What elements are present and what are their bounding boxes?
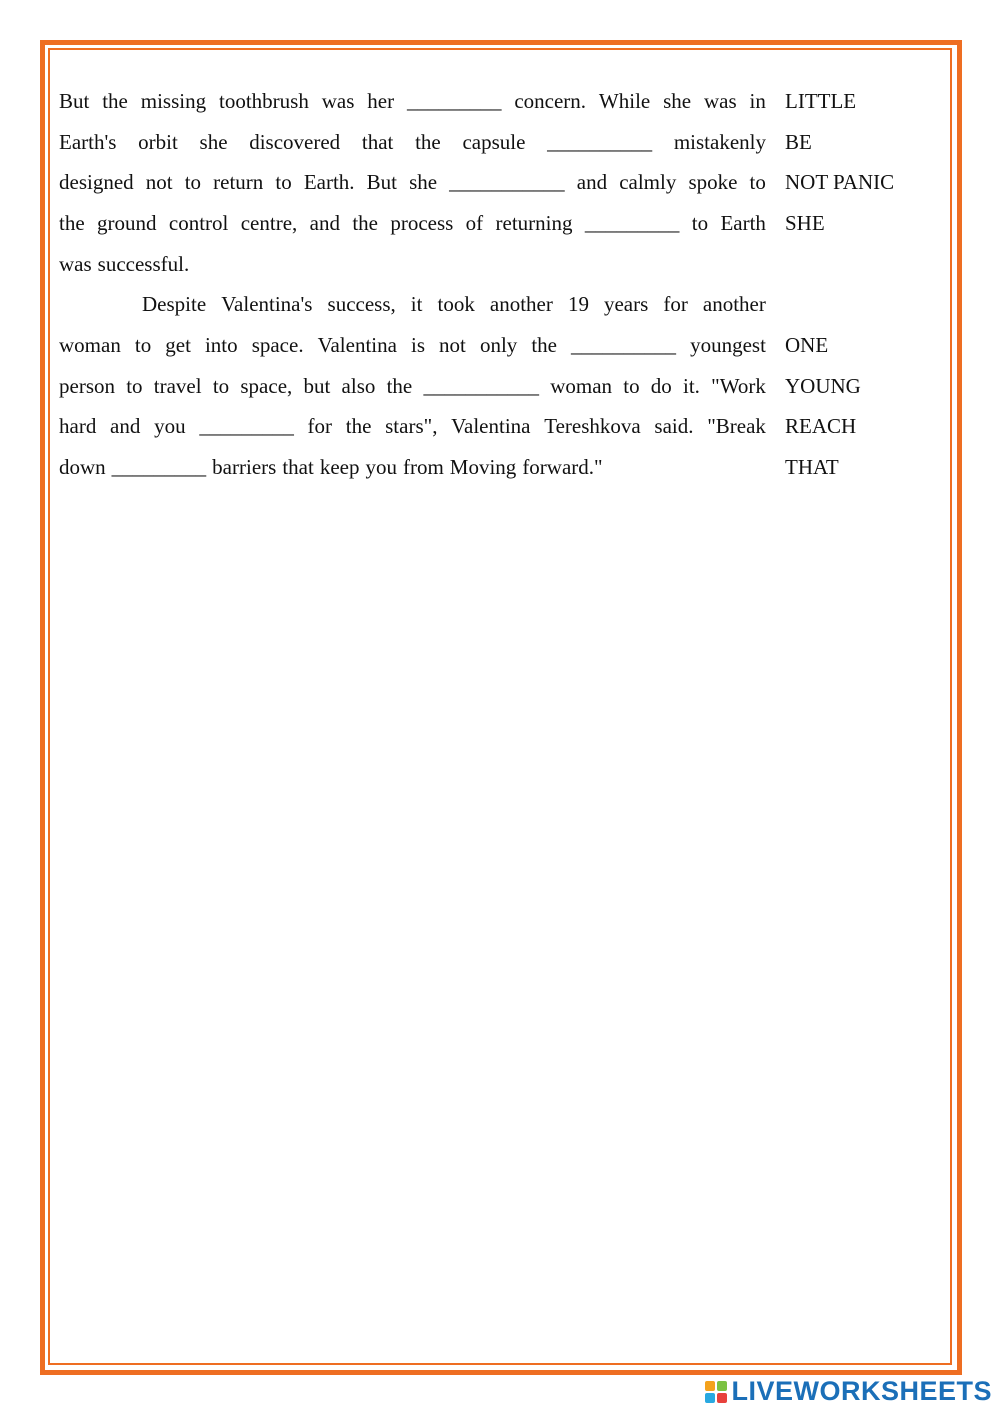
word: return [213,170,264,195]
word-cue: NOT PANIC [785,170,895,195]
word: youngest [690,332,766,357]
sentence-line [59,130,766,155]
word: you [154,414,186,439]
logo-tile [705,1381,715,1391]
word: forward." [522,455,603,480]
word: the [59,210,85,235]
word: success, [327,292,396,317]
word: the [102,88,128,113]
word: it [410,292,423,317]
sentence-line [59,292,766,317]
word: process [390,210,454,235]
word: not [439,332,466,357]
sentence-line [59,374,766,399]
logo-tile [717,1381,727,1391]
word: and [576,170,608,195]
word: returning [495,210,573,235]
word: also [341,373,376,398]
word: to [134,332,152,357]
word: the [531,332,557,357]
word: woman [550,373,613,398]
liveworksheets-logo-icon [705,1381,727,1403]
word: only [479,332,518,357]
word-cue: BE [785,129,812,154]
word: for [307,414,333,439]
word: discovered [249,129,341,154]
word: _________ [584,210,680,235]
word-cue: YOUNG [785,373,861,398]
word: said. [654,414,694,439]
word-cue: THAT [785,455,839,480]
word: another [489,292,553,317]
word: mistakenly [673,129,766,154]
word: "Break [707,414,766,439]
word-cue: REACH [785,414,857,439]
word: __________ [547,129,653,154]
word: space, [240,373,293,398]
word: concern. [514,88,587,113]
logo-tile [717,1393,727,1403]
sentence-line [59,252,766,277]
word: Tereshkova [544,414,641,439]
word: ___________ [449,170,565,195]
word: to [184,170,202,195]
word: _________ [199,414,294,439]
word: to [126,373,143,398]
text-row [59,325,929,366]
word: took [437,292,475,317]
text-row [59,203,929,244]
word: to [623,373,640,398]
logo-tile [705,1393,715,1403]
word: from [402,455,444,480]
word: Moving [449,455,517,480]
word: the [352,210,378,235]
word: missing [140,88,207,113]
worksheet-text [59,81,929,488]
word: Earth [720,210,766,235]
word: space. [251,332,304,357]
word: stars", [385,414,438,439]
word: to [691,210,709,235]
word: to [275,170,292,195]
word: you [365,455,397,480]
word: 19 [567,292,589,317]
word: not [145,170,173,195]
word: she [663,88,692,113]
word-cue: ONE [785,332,829,357]
word: But [59,88,90,113]
logo-text: LIVEWORKSHEETS [731,1376,992,1406]
word: __________ [571,332,677,357]
word: woman [59,332,121,357]
text-row [59,366,929,407]
word: ground [97,210,157,235]
word: centre, [240,210,298,235]
word: her [367,88,395,113]
sentence-line [59,211,766,236]
sentence-line [59,414,766,439]
word: barriers [212,455,277,480]
liveworksheets-logo [705,1376,992,1407]
word: Earth's [59,129,117,154]
text-row [59,407,929,448]
word: she [199,129,228,154]
word: the [415,129,441,154]
word: But [366,170,397,195]
word: is [410,332,425,357]
word: it. [683,373,700,398]
word: of [465,210,484,235]
word: for [663,292,688,317]
word: Despite [142,292,207,317]
word: was [59,251,92,276]
word: "Work [711,373,766,398]
text-row [59,122,929,163]
word: do [650,373,672,398]
word: keep [319,455,360,480]
word: designed [59,170,134,195]
text-row [59,284,929,325]
word: was [321,88,355,113]
word: While [598,88,651,113]
word: successful. [97,251,190,276]
word: control [168,210,229,235]
word: another [702,292,766,317]
word: ___________ [423,373,539,398]
word: Valentina [451,414,531,439]
word: into [204,332,238,357]
word: Valentina's [221,292,313,317]
word: down [59,455,106,480]
word: capsule [462,129,526,154]
word: toothbrush [218,88,309,113]
text-row [59,81,929,122]
word: and [110,414,141,439]
text-row [59,244,929,285]
word: was [703,88,737,113]
word: _________ [111,455,207,480]
word-cue: SHE [785,210,825,235]
sentence-line [59,333,766,358]
word: years [603,292,649,317]
word: _________ [406,88,502,113]
sentence-line [59,455,766,480]
sentence-line [59,89,766,114]
word: but [303,373,331,398]
word: travel [153,373,202,398]
word: in [749,88,766,113]
word: person [59,373,115,398]
word: the [345,414,372,439]
word: the [386,373,413,398]
word: to [212,373,230,398]
word-cue: LITTLE [785,88,857,113]
word: that [282,455,314,480]
word: she [409,170,438,195]
sentence-line [59,170,766,195]
word: orbit [138,129,178,154]
word: Valentina [317,332,397,357]
text-row [59,162,929,203]
word: get [165,332,191,357]
text-row [59,447,929,488]
word: hard [59,414,97,439]
word: spoke [688,170,738,195]
word: to [749,170,766,195]
word: and [309,210,340,235]
word: Earth. [303,170,355,195]
word: that [361,129,394,154]
word: calmly [619,170,677,195]
